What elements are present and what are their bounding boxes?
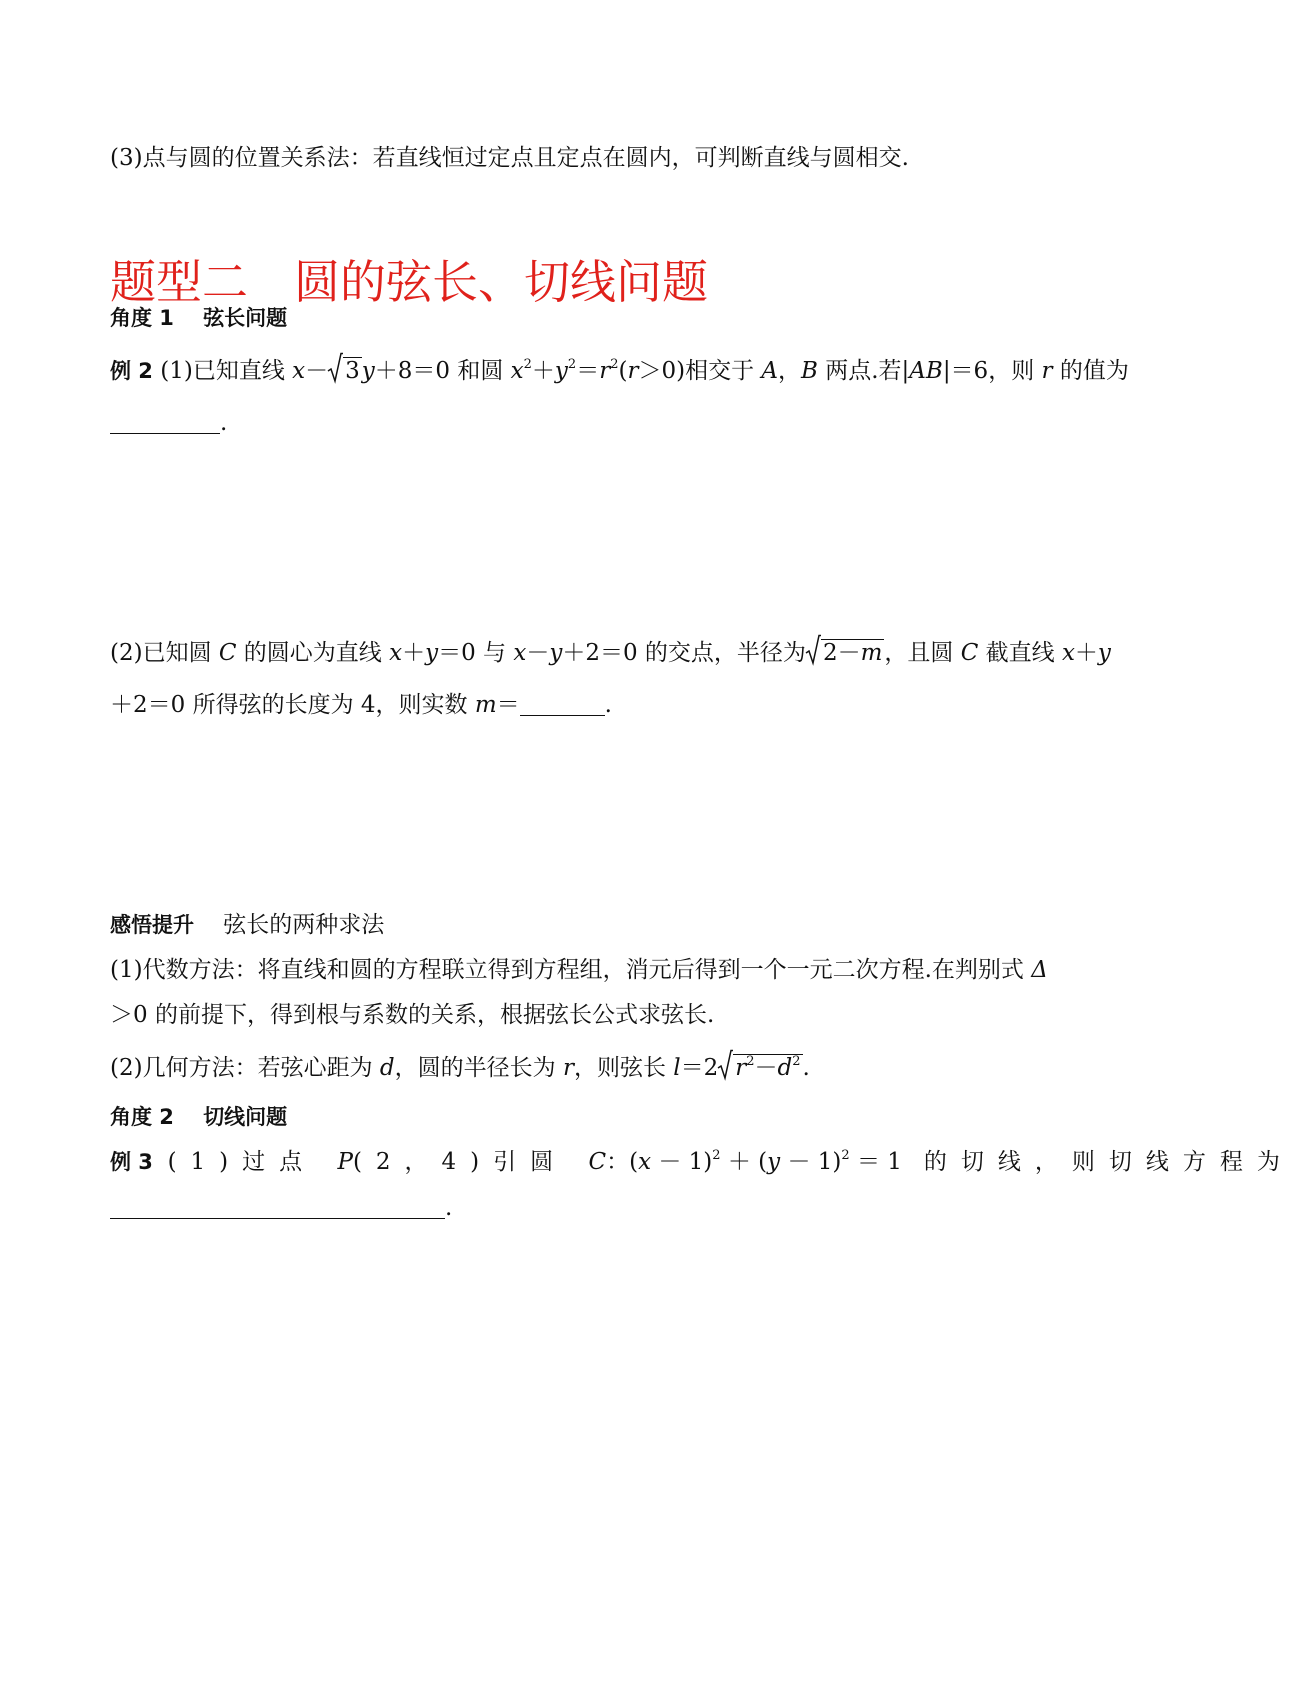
sqrt-2-minus-m: 2－m xyxy=(806,638,884,668)
angle-1-title: 弦长问题 xyxy=(203,306,288,330)
angle-1-header xyxy=(110,303,1100,333)
answer-blank[interactable] xyxy=(110,411,220,434)
angle-2-title: 切线问题 xyxy=(203,1105,288,1129)
answer-blank[interactable] xyxy=(110,1196,445,1219)
sqrt-3: 3 xyxy=(328,356,362,386)
method-3-line xyxy=(110,143,1100,173)
insight-title: 弦长的两种求法 xyxy=(223,912,385,938)
method-3-text: (3)点与圆的位置关系法：若直线恒过定点且定点在圆内，可判断直线与圆相交. xyxy=(110,145,909,171)
example-3-label: 例 3 xyxy=(110,1150,153,1174)
angle-1-label: 角度 1 xyxy=(110,306,174,330)
answer-blank-3-line: . xyxy=(110,1193,1100,1223)
example-2-part-2-cont: ＋2＝0 所得弦的长度为 4，则实数 m＝ . xyxy=(110,692,612,718)
insight-line-1: (1)代数方法：将直线和圆的方程联立得到方程组，消元后得到一个一元二次方程.在判别式 Δ xyxy=(110,957,1048,983)
example-2-part-1: 例 2 (1)已知直线 x－ 3y＋8＝0 和圆 $x^2+y^2=r^2(r>0)$相交于 A，B 两点.若|AB|＝6，则 r 的值为 xyxy=(110,356,1100,386)
answer-blank[interactable] xyxy=(520,693,605,716)
angle-2-header xyxy=(110,1102,1100,1132)
section-title: 题型二 圆的弦长、切线问题 xyxy=(110,255,708,309)
example-2-label: 例 2 xyxy=(110,359,153,383)
insight-header xyxy=(110,910,1100,940)
insight-line-2: ＞0 的前提下，得到根与系数的关系，根据弦长公式求弦长. xyxy=(110,1002,715,1028)
insight-line-3: (2)几何方法：若弦心距为 d，圆的半径长为 r，则弦长 l＝2 $r^2-d^2$. xyxy=(110,1053,1100,1083)
example-3-part-1: 例 3 (1)过点 P(2，4)引圆 C：$(x - 1)^2 + (y - 1)^2 = 1$ 的切线，则切线方程为 xyxy=(110,1148,1294,1175)
answer-blank-1-line: . xyxy=(110,408,1100,438)
insight-label: 感悟提升 xyxy=(110,913,194,937)
angle-2-label: 角度 2 xyxy=(110,1105,174,1129)
example-2-part-2: (2)已知圆 C 的圆心为直线 x＋y＝0 与 x－y＋2＝0 的交点，半径为 2－m，且圆 C 截直线 x＋y xyxy=(110,638,1100,668)
sqrt-r2-minus-d2: $r^2-d^2$ xyxy=(718,1053,802,1083)
